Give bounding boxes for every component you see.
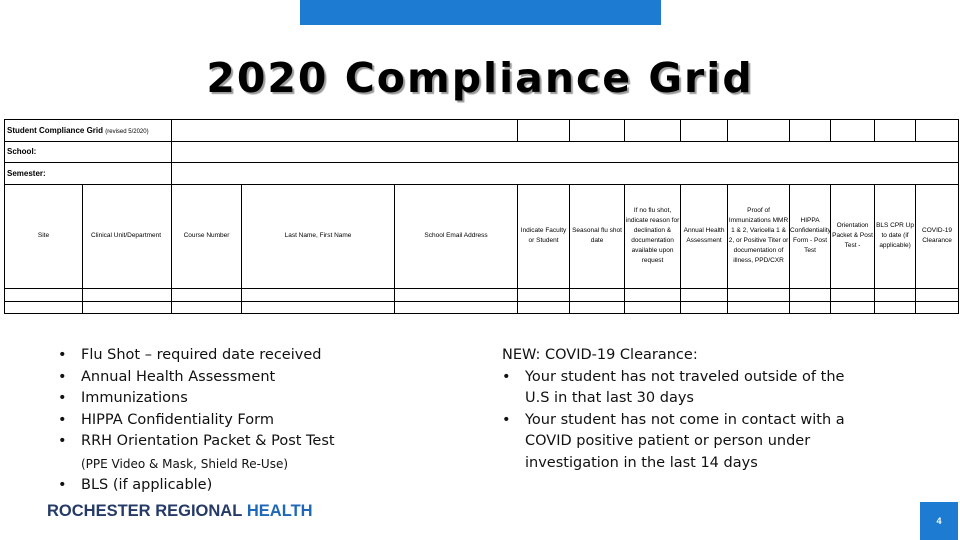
list-item-text: Your student has not come in contact with a COVID positive patient or person under investigation in the last 14 days: [525, 411, 845, 471]
requirements-list: [58, 345, 335, 496]
list-item: [502, 367, 865, 410]
header-hippa: HIPPA Confidentiality Form - Post Test: [790, 184, 831, 289]
slide-title: 2020 Compliance Grid: [206, 54, 754, 102]
list-item-text: Flu Shot – required date received: [81, 347, 322, 363]
top-accent-bar: [300, 0, 661, 25]
covid-clearance-title: NEW: COVID-19 Clearance:: [502, 347, 698, 363]
grid-empty-row: [5, 289, 959, 301]
header-covid: COVID-19 Clearance: [916, 184, 959, 289]
page-number-badge: [920, 502, 958, 540]
list-item-text: BLS (if applicable): [81, 476, 213, 493]
header-clinical-unit: Clinical Unit/Department: [83, 184, 172, 289]
list-item-text: Your student has not traveled outside of the U.S in that last 30 days: [525, 368, 845, 406]
covid-clearance-section: [502, 345, 865, 474]
compliance-grid-table: [4, 119, 959, 314]
header-flu-declination: If no flu shot, indicate reason for declination & documentation available upon request: [625, 184, 681, 289]
rochester-regional-health-logo: [47, 502, 313, 521]
grid-empty-row: [5, 301, 959, 313]
semester-label: Semester:: [5, 163, 172, 185]
logo-text-rochester: ROCHESTER: [47, 502, 151, 520]
header-email: School Email Address: [395, 184, 518, 289]
bullet-icon: •: [58, 411, 67, 428]
bullet-icon: •: [58, 347, 67, 363]
list-item-text: RRH Orientation Packet & Post Test: [81, 433, 335, 449]
bullet-icon: •: [58, 433, 67, 449]
list-note: (PPE Video & Mask, Shield Re-Use): [81, 456, 289, 471]
page-number: 4: [936, 516, 942, 526]
header-faculty-student: Indicate Faculty or Student: [518, 184, 570, 289]
grid-title-row: [5, 120, 959, 142]
bullet-icon: •: [502, 368, 511, 385]
school-label: School:: [5, 141, 172, 163]
grid-semester-row: [5, 163, 959, 185]
list-item: [58, 345, 335, 367]
grid-school-row: [5, 141, 959, 163]
list-item: [58, 388, 335, 410]
list-item: [58, 367, 335, 389]
logo-text-regional: REGIONAL: [155, 502, 243, 520]
list-item: [502, 410, 865, 475]
list-item: [58, 410, 335, 432]
grid-revised-note: (revised 5/2020): [105, 128, 149, 135]
list-item-text: Annual Health Assessment: [81, 368, 276, 385]
covid-clearance-list: [502, 367, 865, 475]
list-item: [58, 431, 335, 453]
list-item-text: Immunizations: [81, 390, 188, 406]
header-name: Last Name, First Name: [242, 184, 395, 289]
header-bls-cpr: BLS CPR Up to date (if applicable): [875, 184, 916, 289]
header-course-number: Course Number: [172, 184, 242, 289]
list-item: [58, 475, 335, 497]
header-immunizations: Proof of Immunizations MMR 1 & 2, Varicella 1 & 2, or Positive Titer or documentation of illness, PPD/CXR: [728, 184, 790, 289]
bullet-icon: •: [58, 390, 67, 406]
logo-text-health: HEALTH: [246, 502, 313, 520]
header-orientation: Orientation Packet & Post Test -: [831, 184, 875, 289]
bullet-icon: •: [58, 476, 67, 493]
grid-title-cell: [5, 120, 172, 142]
grid-header-row: [5, 184, 959, 289]
header-flu-date: Seasonal flu shot date: [570, 184, 625, 289]
grid-title-label: Student Compliance Grid: [7, 125, 104, 135]
bullet-icon: •: [502, 411, 511, 428]
bullet-icon: •: [58, 368, 67, 385]
list-item-text: HIPPA Confidentiality Form: [81, 411, 274, 428]
header-health-assessment: Annual Health Assessment: [681, 184, 728, 289]
header-site: Site: [5, 184, 83, 289]
